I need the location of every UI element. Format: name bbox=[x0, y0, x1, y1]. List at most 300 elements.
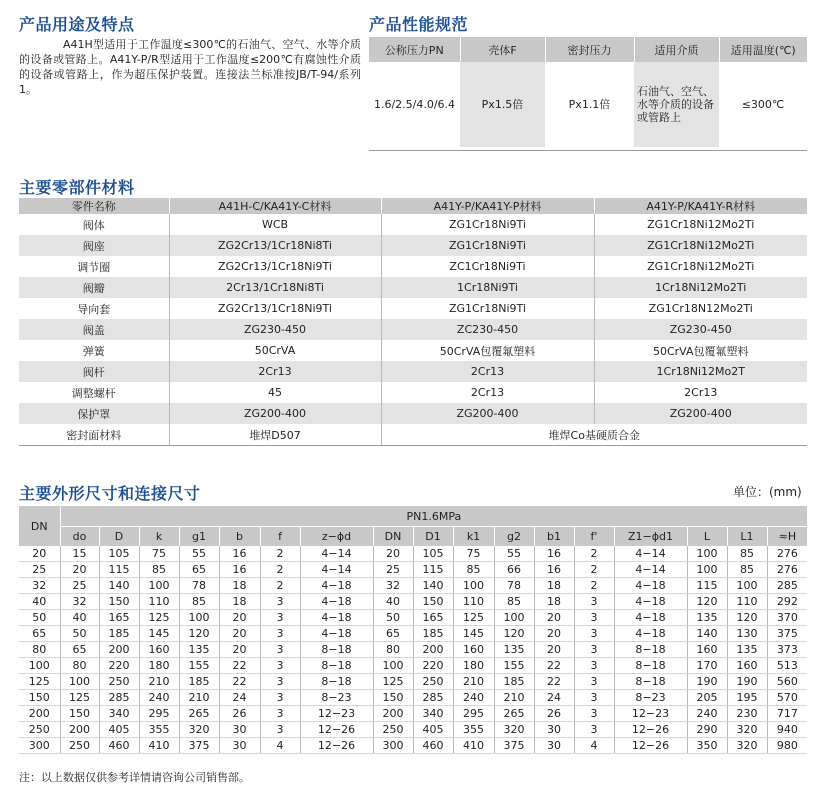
dimension-cell: 18 bbox=[534, 578, 574, 594]
material-cell: ZG1Cr18Ni12Mo2Ti bbox=[594, 214, 807, 235]
dimension-cell: 100 bbox=[687, 546, 727, 562]
dimension-cell: 2 bbox=[260, 578, 300, 594]
dimension-cell: 4−18 bbox=[300, 610, 373, 626]
dimension-cell: 125 bbox=[60, 690, 99, 706]
dimension-cell: 125 bbox=[453, 610, 494, 626]
material-cell: 50CrVA bbox=[169, 340, 381, 361]
dimension-cell: 940 bbox=[767, 722, 807, 738]
dimension-cell: 55 bbox=[494, 546, 534, 562]
dimension-cell: 185 bbox=[494, 674, 534, 690]
dimension-cell: 18 bbox=[534, 594, 574, 610]
dimension-cell: 210 bbox=[179, 690, 219, 706]
dimension-cell: 30 bbox=[219, 738, 260, 754]
dimension-cell: 100 bbox=[687, 562, 727, 578]
dimension-cell: 20 bbox=[534, 642, 574, 658]
usage-paragraph: A41H型适用于工作温度≤300℃的石油气、空气、水等介质的设备或管路上。A41Y-P/R型适用于工作温度≤200℃有腐蚀性介质的设备或管路上，作为超压保护装置。连接法兰标准按JB/T-94/系列1。 bbox=[19, 38, 361, 96]
dimension-cell: 8−18 bbox=[614, 674, 687, 690]
dimension-cell: 16 bbox=[534, 562, 574, 578]
dimension-cell: 290 bbox=[687, 722, 727, 738]
dimension-column-header: L1 bbox=[727, 527, 767, 547]
dimension-row bbox=[19, 546, 807, 562]
part-name-cell: 调整螺杆 bbox=[71, 386, 116, 400]
dimension-cell: 265 bbox=[494, 706, 534, 722]
dimension-column-header: D1 bbox=[413, 527, 453, 547]
dimension-cell: 295 bbox=[453, 706, 494, 722]
dimension-cell: 3 bbox=[260, 706, 300, 722]
dimension-row bbox=[19, 706, 807, 722]
dn-cell: 20 bbox=[19, 546, 60, 562]
dimension-cell: 65 bbox=[60, 642, 99, 658]
dimension-cell: 373 bbox=[767, 642, 807, 658]
dimension-cell: 16 bbox=[219, 562, 260, 578]
dimension-cell: 65 bbox=[373, 626, 413, 642]
dimension-cell: 105 bbox=[99, 546, 139, 562]
dimension-cell: 340 bbox=[413, 706, 453, 722]
material-cell: ZG1Cr18Ni9Ti bbox=[381, 298, 594, 319]
dimensions-title: 主要外形尺寸和连接尺寸 bbox=[19, 484, 201, 503]
dimension-cell: 85 bbox=[727, 562, 767, 578]
dimension-cell: 4−14 bbox=[614, 562, 687, 578]
dimension-cell: 8−23 bbox=[614, 690, 687, 706]
dimension-cell: 320 bbox=[179, 722, 219, 738]
footnote: 注：以上数据仅供参考详情请咨询公司销售部。 bbox=[19, 771, 250, 784]
dimension-cell: 240 bbox=[139, 690, 179, 706]
dimension-cell: 8−18 bbox=[300, 674, 373, 690]
dimension-cell: 12−23 bbox=[614, 706, 687, 722]
dimension-cell: 40 bbox=[60, 610, 99, 626]
dimension-cell: 4−18 bbox=[614, 578, 687, 594]
header-seal-pressure: 密封压力 bbox=[545, 37, 634, 62]
dimension-cell: 85 bbox=[453, 562, 494, 578]
dimension-cell: 120 bbox=[494, 626, 534, 642]
dimension-cell: 3 bbox=[260, 674, 300, 690]
dimension-cell: 20 bbox=[534, 610, 574, 626]
dimension-column-header: ≈H bbox=[767, 527, 807, 547]
material-cell: ZG2Cr13/1Cr18Ni9Ti bbox=[169, 256, 381, 277]
material-cell: 50CrVA包覆氟塑料 bbox=[594, 340, 807, 361]
dimension-cell: 300 bbox=[373, 738, 413, 754]
performance-table-wrapper bbox=[369, 37, 807, 151]
material-cell: ZG200-400 bbox=[169, 403, 381, 424]
dimension-cell: 340 bbox=[99, 706, 139, 722]
dimension-cell: 100 bbox=[373, 658, 413, 674]
dimension-cell: 250 bbox=[99, 674, 139, 690]
materials-row bbox=[19, 340, 807, 361]
material-cell-merged: 堆焊Co基硬质合金 bbox=[381, 424, 807, 445]
material-cell: ZC1Cr18Ni9Ti bbox=[381, 256, 594, 277]
dimension-cell: 320 bbox=[494, 722, 534, 738]
dimension-cell: 15 bbox=[60, 546, 99, 562]
dimension-cell: 375 bbox=[494, 738, 534, 754]
dimension-column-header: f' bbox=[574, 527, 614, 547]
part-name-cell: 阀座 bbox=[19, 235, 169, 256]
materials-row bbox=[19, 361, 807, 382]
dimension-cell: 276 bbox=[767, 546, 807, 562]
dimension-cell: 135 bbox=[727, 642, 767, 658]
materials-row bbox=[19, 277, 807, 298]
performance-header-row bbox=[369, 37, 807, 62]
dn-cell: 125 bbox=[19, 674, 60, 690]
material-cell: ZG2Cr13/1Cr18Ni8Ti bbox=[169, 235, 381, 256]
dimension-cell: 405 bbox=[99, 722, 139, 738]
dimension-cell: 100 bbox=[727, 578, 767, 594]
material-cell: ZG2Cr13/1Cr18Ni9Ti bbox=[169, 298, 381, 319]
material-cell: 2Cr13 bbox=[381, 361, 594, 382]
dimension-cell: 25 bbox=[60, 578, 99, 594]
dimension-cell: 32 bbox=[373, 578, 413, 594]
dimension-cell: 570 bbox=[767, 690, 807, 706]
dimension-cell: 170 bbox=[687, 658, 727, 674]
dimension-cell: 560 bbox=[767, 674, 807, 690]
material-cell: ZG230-450 bbox=[169, 319, 381, 340]
dimension-cell: 85 bbox=[139, 562, 179, 578]
dimension-cell: 100 bbox=[139, 578, 179, 594]
dimension-cell: 320 bbox=[727, 738, 767, 754]
dimension-cell: 2 bbox=[574, 578, 614, 594]
dimension-cell: 240 bbox=[453, 690, 494, 706]
part-name-cell: 保护罩 bbox=[19, 403, 169, 424]
dimension-cell: 20 bbox=[60, 562, 99, 578]
material-cell: ZC230-450 bbox=[381, 319, 594, 340]
dimension-cell: 120 bbox=[179, 626, 219, 642]
header-material-c: A41H-C/KA41Y-C材料 bbox=[169, 198, 381, 214]
dimension-cell: 4−18 bbox=[614, 626, 687, 642]
dimension-row bbox=[19, 738, 807, 754]
materials-row-seal bbox=[19, 424, 807, 445]
material-cell: 1Cr18Ni9Ti bbox=[381, 277, 594, 298]
material-cell: 1Cr18Ni12Mo2Ti bbox=[594, 277, 807, 298]
dimension-cell: 355 bbox=[139, 722, 179, 738]
dimension-cell: 155 bbox=[494, 658, 534, 674]
dimension-column-header: L bbox=[687, 527, 727, 547]
dimension-row bbox=[19, 594, 807, 610]
dimension-cell: 150 bbox=[373, 690, 413, 706]
dimension-cell: 78 bbox=[179, 578, 219, 594]
dimension-cell: 110 bbox=[139, 594, 179, 610]
materials-row bbox=[19, 256, 807, 277]
material-cell: ZG200-400 bbox=[594, 403, 807, 424]
dimension-cell: 180 bbox=[453, 658, 494, 674]
dimension-cell: 3 bbox=[574, 642, 614, 658]
performance-row bbox=[369, 62, 807, 147]
dimension-cell: 295 bbox=[139, 706, 179, 722]
dimension-cell: 130 bbox=[727, 626, 767, 642]
dimension-cell: 16 bbox=[534, 546, 574, 562]
dimension-cell: 250 bbox=[60, 738, 99, 754]
usage-title: 产品用途及特点 bbox=[19, 15, 135, 34]
dimension-cell: 78 bbox=[494, 578, 534, 594]
materials-table-wrapper bbox=[19, 198, 807, 446]
dimension-cell: 513 bbox=[767, 658, 807, 674]
dimension-cell: 3 bbox=[260, 642, 300, 658]
dimension-cell: 20 bbox=[373, 546, 413, 562]
header-nominal-pressure: 公称压力PN bbox=[369, 37, 460, 62]
dimension-cell: 3 bbox=[260, 626, 300, 642]
dimension-row bbox=[19, 690, 807, 706]
material-cell: 2Cr13/1Cr18Ni8Ti bbox=[169, 277, 381, 298]
dimension-cell: 12−26 bbox=[300, 722, 373, 738]
dimension-cell: 375 bbox=[179, 738, 219, 754]
part-name-cell: 密封面材料 bbox=[66, 428, 122, 442]
dimension-column-header: D bbox=[99, 527, 139, 547]
dn-cell: 25 bbox=[19, 562, 60, 578]
dimension-cell: 717 bbox=[767, 706, 807, 722]
dimension-cell: 4−18 bbox=[614, 594, 687, 610]
dimension-cell: 4−14 bbox=[300, 546, 373, 562]
dimension-row bbox=[19, 722, 807, 738]
dimension-cell: 80 bbox=[373, 642, 413, 658]
header-pressure-class: PN1.6MPa bbox=[60, 506, 807, 527]
dimension-cell: 135 bbox=[687, 610, 727, 626]
dimension-cell: 160 bbox=[139, 642, 179, 658]
dimension-cell: 12−26 bbox=[614, 722, 687, 738]
dimension-cell: 55 bbox=[179, 546, 219, 562]
dn-cell: 50 bbox=[19, 610, 60, 626]
header-shell: 壳体F bbox=[460, 37, 545, 62]
dimension-cell: 100 bbox=[60, 674, 99, 690]
dimension-cell: 110 bbox=[453, 594, 494, 610]
dimension-column-header: DN bbox=[373, 527, 413, 547]
dimension-cell: 40 bbox=[373, 594, 413, 610]
dimension-cell: 160 bbox=[453, 642, 494, 658]
dimension-cell: 370 bbox=[767, 610, 807, 626]
dimension-column-header: b bbox=[219, 527, 260, 547]
material-cell: 2Cr13 bbox=[594, 382, 807, 403]
dimension-cell: 200 bbox=[60, 722, 99, 738]
material-cell: ZG1Cr18Ni9Ti bbox=[381, 235, 594, 256]
dimension-cell: 4−18 bbox=[614, 610, 687, 626]
dimension-cell: 405 bbox=[413, 722, 453, 738]
dimension-cell: 75 bbox=[453, 546, 494, 562]
dimension-cell: 3 bbox=[260, 658, 300, 674]
dimension-cell: 150 bbox=[60, 706, 99, 722]
dimension-cell: 8−18 bbox=[300, 642, 373, 658]
dimension-cell: 292 bbox=[767, 594, 807, 610]
dimension-cell: 285 bbox=[413, 690, 453, 706]
dimension-column-header: f bbox=[260, 527, 300, 547]
material-cell: ZG230-450 bbox=[594, 319, 807, 340]
header-material-r: A41Y-P/KA41Y-R材料 bbox=[594, 198, 807, 214]
dimension-cell: 20 bbox=[534, 626, 574, 642]
dimension-column-header: g1 bbox=[179, 527, 219, 547]
dimension-cell: 22 bbox=[219, 674, 260, 690]
dimension-cell: 375 bbox=[767, 626, 807, 642]
dimension-cell: 105 bbox=[413, 546, 453, 562]
dimension-cell: 50 bbox=[60, 626, 99, 642]
dimension-cell: 4 bbox=[574, 738, 614, 754]
dimension-cell: 320 bbox=[727, 722, 767, 738]
materials-title: 主要零部件材料 bbox=[19, 178, 135, 197]
material-cell: ZG1Cr18Ni12Mo2Ti bbox=[594, 256, 807, 277]
dimension-cell: 3 bbox=[260, 594, 300, 610]
dimension-cell: 4−14 bbox=[614, 546, 687, 562]
dimension-cell: 75 bbox=[139, 546, 179, 562]
material-cell: 1Cr18Ni12Mo2T bbox=[594, 361, 807, 382]
dimension-cell: 115 bbox=[413, 562, 453, 578]
dimension-cell: 250 bbox=[413, 674, 453, 690]
dimension-column-header: k bbox=[139, 527, 179, 547]
usage-description bbox=[19, 37, 361, 97]
dimension-cell: 185 bbox=[413, 626, 453, 642]
dimension-cell: 20 bbox=[219, 610, 260, 626]
dimension-row bbox=[19, 626, 807, 642]
dimension-cell: 3 bbox=[574, 690, 614, 706]
material-cell: 50CrVA包覆氟塑料 bbox=[381, 340, 594, 361]
dimension-column-header: g2 bbox=[494, 527, 534, 547]
dimension-cell: 120 bbox=[687, 594, 727, 610]
dimension-cell: 185 bbox=[99, 626, 139, 642]
dimension-cell: 85 bbox=[494, 594, 534, 610]
dimension-cell: 20 bbox=[219, 642, 260, 658]
dimension-cell: 140 bbox=[99, 578, 139, 594]
part-name-cell: 阀瓣 bbox=[19, 277, 169, 298]
materials-table bbox=[19, 198, 807, 445]
dimension-cell: 110 bbox=[727, 594, 767, 610]
dimension-cell: 140 bbox=[413, 578, 453, 594]
dn-cell: 80 bbox=[19, 642, 60, 658]
dimension-cell: 240 bbox=[687, 706, 727, 722]
dimension-cell: 85 bbox=[179, 594, 219, 610]
dimension-cell: 8−23 bbox=[300, 690, 373, 706]
dimension-cell: 8−18 bbox=[300, 658, 373, 674]
value-shell: Px1.5倍 bbox=[460, 62, 545, 147]
dimension-cell: 135 bbox=[179, 642, 219, 658]
dimension-cell: 30 bbox=[219, 722, 260, 738]
dimension-cell: 460 bbox=[99, 738, 139, 754]
dimension-cell: 3 bbox=[574, 706, 614, 722]
header-medium: 适用介质 bbox=[634, 37, 719, 62]
material-cell: WCB bbox=[169, 214, 381, 235]
dimension-row bbox=[19, 674, 807, 690]
dn-cell: 32 bbox=[19, 578, 60, 594]
dimension-cell: 22 bbox=[534, 674, 574, 690]
dimension-cell: 220 bbox=[413, 658, 453, 674]
dimension-column-header: k1 bbox=[453, 527, 494, 547]
dimensions-subheader-row bbox=[19, 527, 807, 547]
dimension-cell: 190 bbox=[727, 674, 767, 690]
value-seal-pressure: Px1.1倍 bbox=[568, 98, 611, 111]
part-name-cell: 调节圈 bbox=[77, 260, 111, 274]
dimension-cell: 150 bbox=[99, 594, 139, 610]
dimension-cell: 165 bbox=[413, 610, 453, 626]
dimension-cell: 210 bbox=[453, 674, 494, 690]
dn-cell: 40 bbox=[19, 594, 60, 610]
dimension-cell: 8−18 bbox=[614, 658, 687, 674]
value-nominal-pressure: 1.6/2.5/4.0/6.4 bbox=[373, 98, 456, 111]
materials-row bbox=[19, 382, 807, 403]
dimension-cell: 100 bbox=[453, 578, 494, 594]
dimension-column-header: b1 bbox=[534, 527, 574, 547]
dimension-cell: 4−14 bbox=[300, 562, 373, 578]
dimension-cell: 24 bbox=[219, 690, 260, 706]
header-temperature: 适用温度(℃) bbox=[719, 37, 807, 62]
dimension-cell: 4−18 bbox=[300, 594, 373, 610]
dimension-column-header: Z1−ϕd1 bbox=[614, 527, 687, 547]
dimension-cell: 18 bbox=[219, 594, 260, 610]
dimensions-table-wrapper bbox=[19, 506, 807, 754]
dimension-cell: 200 bbox=[413, 642, 453, 658]
material-cell: ZG1Cr18Ni12Mo2Ti bbox=[594, 235, 807, 256]
materials-row bbox=[19, 403, 807, 424]
material-cell: 45 bbox=[169, 382, 381, 403]
dimension-cell: 165 bbox=[99, 610, 139, 626]
performance-title: 产品性能规范 bbox=[369, 15, 469, 34]
value-temperature: ≤300℃ bbox=[741, 98, 785, 111]
dimension-cell: 3 bbox=[574, 626, 614, 642]
dimension-cell: 190 bbox=[687, 674, 727, 690]
dimension-cell: 3 bbox=[574, 610, 614, 626]
dimension-cell: 205 bbox=[687, 690, 727, 706]
dn-cell: 200 bbox=[19, 706, 60, 722]
dimension-cell: 140 bbox=[687, 626, 727, 642]
dimension-cell: 115 bbox=[687, 578, 727, 594]
dimension-cell: 3 bbox=[574, 658, 614, 674]
dimension-cell: 66 bbox=[494, 562, 534, 578]
part-name-cell: 阀体 bbox=[82, 218, 105, 232]
dimension-cell: 410 bbox=[453, 738, 494, 754]
dimension-cell: 285 bbox=[767, 578, 807, 594]
dimension-cell: 26 bbox=[534, 706, 574, 722]
dimension-cell: 3 bbox=[574, 594, 614, 610]
dimension-cell: 2 bbox=[574, 546, 614, 562]
dimension-cell: 460 bbox=[413, 738, 453, 754]
dimension-cell: 100 bbox=[494, 610, 534, 626]
dimension-cell: 4−18 bbox=[300, 626, 373, 642]
materials-row bbox=[19, 214, 807, 235]
dimension-cell: 250 bbox=[373, 722, 413, 738]
dimension-row bbox=[19, 610, 807, 626]
dimension-cell: 100 bbox=[179, 610, 219, 626]
header-dn: DN bbox=[19, 506, 60, 546]
dimension-cell: 220 bbox=[99, 658, 139, 674]
dimension-cell: 200 bbox=[99, 642, 139, 658]
dimension-row bbox=[19, 562, 807, 578]
dimension-cell: 350 bbox=[687, 738, 727, 754]
dimension-cell: 125 bbox=[139, 610, 179, 626]
dimensions-table bbox=[19, 506, 807, 754]
dimension-cell: 276 bbox=[767, 562, 807, 578]
dimension-cell: 135 bbox=[494, 642, 534, 658]
dimension-cell: 210 bbox=[139, 674, 179, 690]
dimension-cell: 24 bbox=[534, 690, 574, 706]
dimension-cell: 230 bbox=[727, 706, 767, 722]
material-cell: 堆焊D507 bbox=[169, 424, 381, 445]
dimension-cell: 3 bbox=[260, 722, 300, 738]
dimension-cell: 2 bbox=[260, 562, 300, 578]
dimension-cell: 22 bbox=[534, 658, 574, 674]
value-medium: 石油气、空气、水等介质的设备或管路上 bbox=[634, 62, 719, 147]
dimension-cell: 115 bbox=[99, 562, 139, 578]
material-cell: 2Cr13 bbox=[381, 382, 594, 403]
dimension-row bbox=[19, 658, 807, 674]
dimension-cell: 2 bbox=[574, 562, 614, 578]
dimension-cell: 22 bbox=[219, 658, 260, 674]
dimension-cell: 12−26 bbox=[300, 738, 373, 754]
dn-cell: 250 bbox=[19, 722, 60, 738]
dimension-cell: 12−26 bbox=[614, 738, 687, 754]
part-name-cell: 阀杆 bbox=[19, 361, 169, 382]
dimension-cell: 4 bbox=[260, 738, 300, 754]
dimension-cell: 4−18 bbox=[300, 578, 373, 594]
dimension-cell: 185 bbox=[179, 674, 219, 690]
part-name-cell: 弹簧 bbox=[82, 344, 105, 358]
dn-cell: 100 bbox=[19, 658, 60, 674]
dimension-cell: 145 bbox=[453, 626, 494, 642]
dimension-cell: 32 bbox=[60, 594, 99, 610]
dimension-cell: 195 bbox=[727, 690, 767, 706]
dimension-cell: 3 bbox=[260, 610, 300, 626]
dimension-cell: 160 bbox=[687, 642, 727, 658]
